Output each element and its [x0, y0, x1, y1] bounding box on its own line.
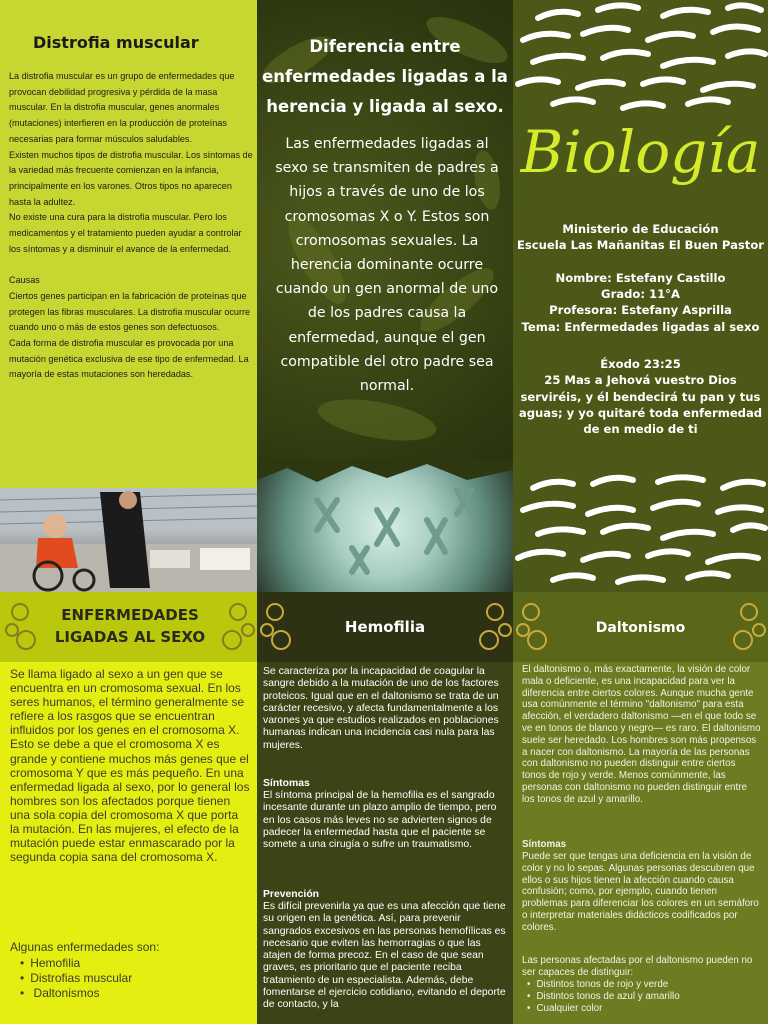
hemofilia-prevention-label: Prevención [263, 889, 320, 900]
causes-label: Causas [9, 275, 40, 286]
distrofia-para-3: No existe una cura para la distrofia muscular. Pero los medicamentos y el tratamiento pueden ayudar a controlar los síntomas y a disminuir el avance de la enfermedad. [9, 212, 242, 254]
verse-reference: Éxodo 23:25 [600, 357, 681, 371]
panel-daltonismo [513, 592, 768, 1024]
info-spacer [513, 254, 768, 270]
daltonismo-symptoms: Puede ser que tengas una deficiencia en la visión de color y no lo sepas. Algunas personas descubren que ellos o sus hijos tienen la afección cuando causa confusión; como, por ejemplo, cuando tienen problemas para diferenciar los colores en un semáforo o interpretar materiales didácticos codificados por colores. [522, 851, 759, 933]
hemofilia-intro: Se caracteriza por la incapacidad de coagular la sangre debido a la mutación de uno de los factores proteicos. Igual que en el daltonismo se trata de un carácter recesivo, y afecta fundamentalmente a los varones ya que estudios realizados en poblaciones humanas indican una incidencia casi nula para las mujeres. [263, 666, 499, 751]
distrofia-para-1: La distrofia muscular es un grupo de enfermedades que provocan debilidad progresiva y pérdida de la masa muscular. En la distrofia muscular, genes anormales (mutaciones) interfieren en la producción de proteínas necesarias para formar músculos saludables. [9, 71, 235, 144]
bubble-ornament-left-icon [2, 598, 42, 658]
diferencia-body: Las enfermedades ligadas al sexo se transmiten de padres a hijos a través de uno de los cromosomas X o Y. Estos son cromosomas sexuales. La herencia dominante ocurre cuando un gen anormal de uno de los padres causa la enfermedad, aunque el gen compatible del otro padre sea normal. [275, 136, 499, 395]
list-item: • Distintos tonos de azul y amarillo [527, 991, 757, 1003]
school-line: Escuela Las Mañanitas El Buen Pastor [516, 238, 765, 253]
panel-ligadas-sexo [0, 592, 257, 1024]
chromosome-image [257, 460, 513, 592]
distrofia-para-2: Existen muchos tipos de distrofia muscular. Los síntomas de la variedad más frecuente comienzan en la infancia, principalmente en los varones. Otros tipos no aparecen hasta la adultez. [9, 149, 253, 207]
daltonismo-list [527, 979, 757, 1014]
topic-line: Tema: Enfermedades ligadas al sexo [521, 319, 760, 334]
brush-stroke-bottom-decoration [513, 470, 768, 590]
panel-hemofilia [257, 592, 513, 1024]
verse-text: 25 Mas a Jehová vuestro Dios serviréis, y él bendecirá tu pan y tus aguas; y yo quitaré toda enfermedad de en medio de ti [518, 373, 763, 437]
verse-block [513, 356, 768, 437]
distrofia-spacer [9, 257, 253, 273]
brush-stroke-top-decoration [513, 0, 768, 120]
wheelchair-illustration [0, 488, 257, 592]
hemofilia-symptoms-label: Síntomas [263, 778, 310, 789]
list-item: • Hemofilia [20, 956, 220, 971]
enfermedades-list [20, 956, 220, 1001]
distrofia-para-5: Cada forma de distrofia muscular es provocada por una mutación genética exclusiva de ese tipo de enfermedad. La mayoría de estas mutaciones son heredadas. [9, 337, 249, 380]
wheelchair-photo [0, 488, 257, 592]
cover-info [513, 221, 768, 335]
panel-cover [513, 0, 768, 592]
ligadas-title: ENFERMEDADES LIGADAS AL SEXO [54, 606, 206, 646]
teacher-line: Profesora: Estefany Asprilla [549, 303, 732, 318]
distrofia-para-4: Ciertos genes participan en la fabricación de proteínas que protegen las fibras musculares. La distrofia muscular ocurre cuando uno o más de estos genes son defectuosos. [9, 290, 251, 333]
list-item: • Distintos tonos de rojo y verde [527, 979, 757, 991]
daltonismo-list-intro: Las personas afectadas por el daltonismo pueden no ser capaces de distinguir: [522, 955, 753, 978]
hemofilia-title: Hemofilia [344, 618, 426, 636]
distrofia-body [9, 69, 253, 383]
list-item: • Cualquier color [527, 1003, 757, 1015]
hemofilia-symptoms: El síntoma principal de la hemofilia es el sangrado incesante durante un plazo amplio de tiempo, pero en los casos más leves no se advierten signos de padecer la enfermedad hasta que el paciente se somete a una cirugía o sufre un traumatismo. [263, 790, 497, 851]
daltonismo-title: Daltonismo [595, 620, 686, 636]
student-name: Nombre: Estefany Castillo [555, 270, 726, 285]
list-item: • Daltonismos [20, 986, 220, 1001]
chromosome-illustration [257, 460, 513, 592]
list-item: • Distrofias muscular [20, 971, 220, 986]
grade-line: Grado: 11°A [601, 287, 680, 302]
bubble-ornament-right-icon [218, 598, 257, 658]
enfermedades-list-title: Algunas enfermedades son: [10, 940, 160, 954]
distrofia-title: Distrofia muscular [33, 33, 199, 52]
diferencia-title: Diferencia entre enfermedades ligadas a la herencia y ligada al sexo. [262, 37, 508, 116]
ministry-line: Ministerio de Educación [562, 222, 719, 236]
panel-diferencia [257, 0, 513, 592]
cover-title: Biología [520, 118, 761, 186]
ligadas-body: Se llama ligado al sexo a un gen que se encuentra en un cromosoma sexual. En los seres humanos, el término generalmente se refiere a los rasgos que se encuentran influidos por los genes en el cromosoma X. Esto se debe a que el cromosoma X es grande y contiene muchos más genes que el cromosoma Y que es más pequeño. En una enfermedad ligada al sexo, por lo general los hombres son los afectados porque tienen una sola copia del cromosoma X que porta la mutación. En las mujeres, el efecto de la mutación puede estar enmascarado por la segunda copia sana del cromosoma X. [10, 667, 250, 865]
hemofilia-prevention: Es difícil prevenirla ya que es una afección que tiene su origen en la genética. Así, para prevenir sangrados excesivos en las personas hemofílicas es necesario que eviten las hemorragias o que las atajen de forma precoz. En el caso de que sean graves, es prioritario que el paciente reciba tratamiento de un especialista. Además, debe fomentarse el ejercicio cotidiano, evitando el deporte de contacto, y la [263, 901, 506, 1011]
daltonismo-intro: El daltonismo o, más exactamente, la visión de color mala o deficiente, es una incapacidad para ver la diferencia entre ciertos colores. Aunque mucha gente usa comúnmente el término "daltonismo" para esta afección, el verdadero daltonismo —en el que todo se ve en tonos de blanco y negro— es raro. El daltonismo suele ser heredado. Los hombres son más propensos a nacer con daltonismo. La mayoría de las personas con daltonismo no pueden distinguir entre ciertos tonos de rojo y verde. Menos comúnmente, las personas con daltonismo no pueden distinguir entre los tonos de azul y amarillo. [522, 664, 761, 805]
daltonismo-symptoms-label: Síntomas [522, 839, 567, 850]
panel-distrofia [0, 0, 257, 592]
